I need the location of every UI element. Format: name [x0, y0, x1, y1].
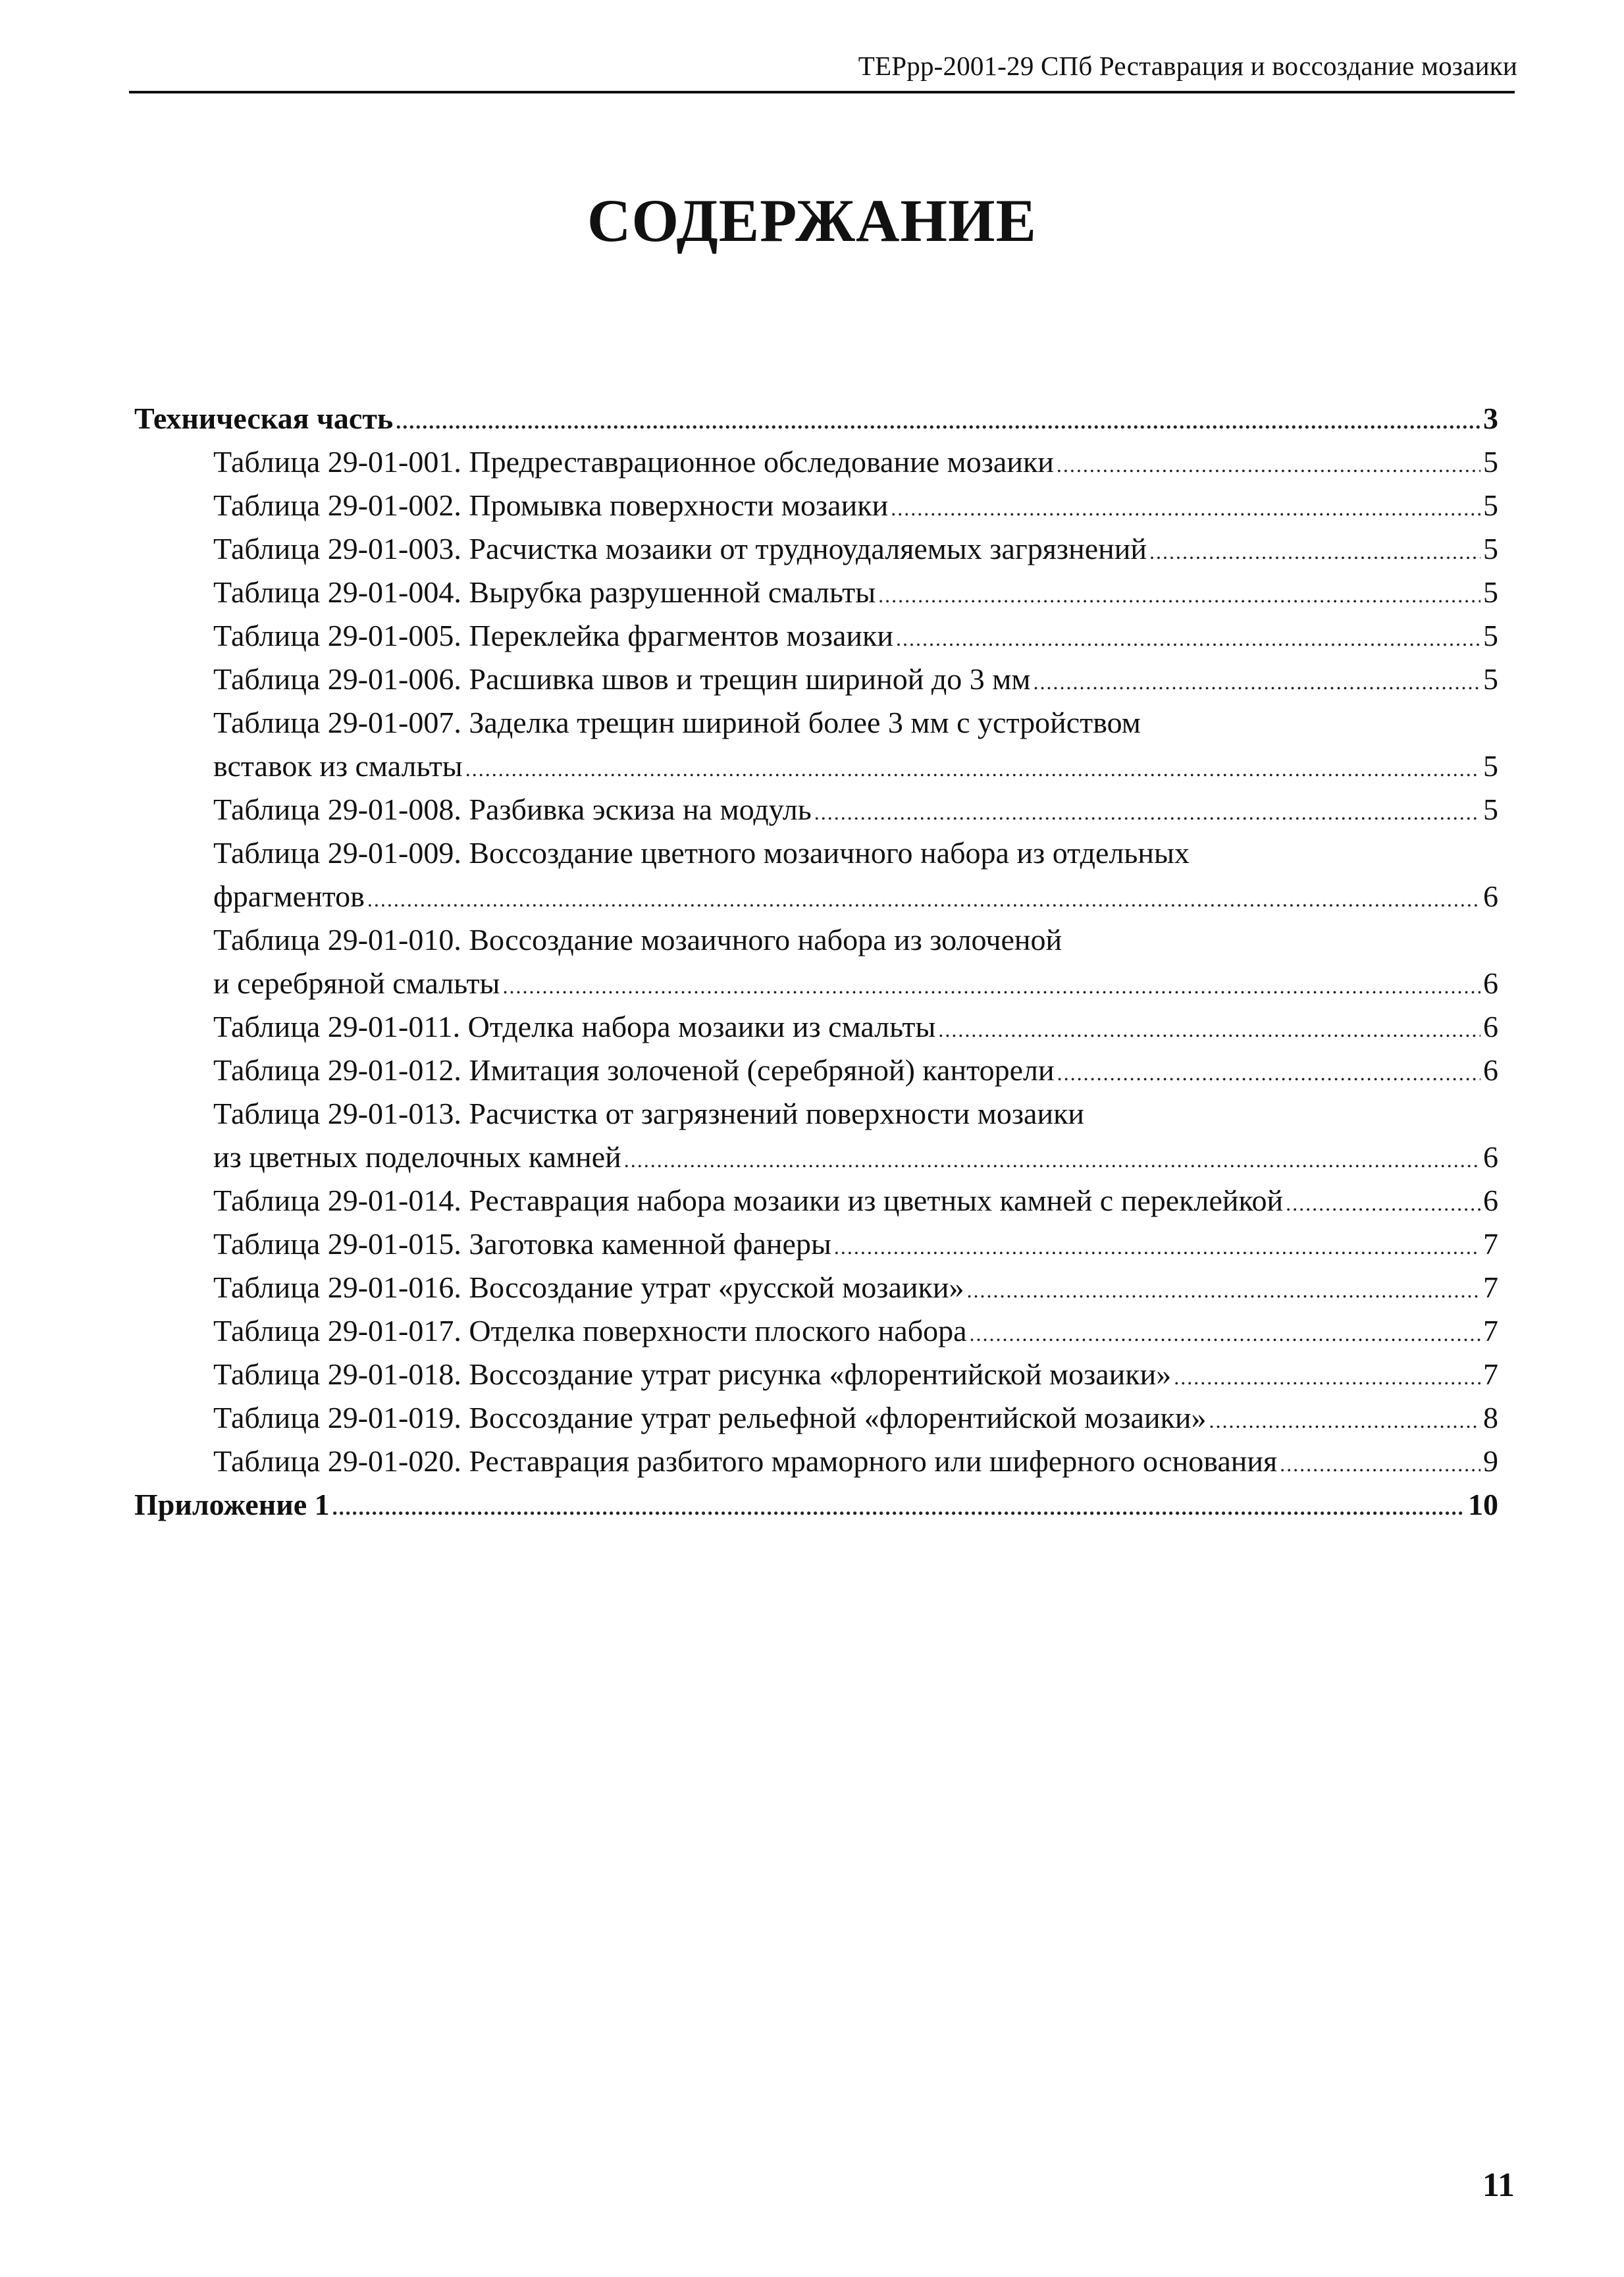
toc-entry-page: 6: [1483, 1184, 1498, 1217]
dot-leader: [966, 1269, 1480, 1312]
toc-entry-table-002[interactable]: [134, 484, 1498, 527]
toc-entry-page: 7: [1483, 1314, 1498, 1348]
toc-entry-title: Таблица 29-01-011. Отделка набора мозаики из смальты: [213, 1010, 936, 1043]
toc-entry-page: 3: [1483, 402, 1498, 435]
dot-leader: [332, 1486, 1465, 1529]
toc-entry-page: 6: [1483, 966, 1498, 1000]
dot-leader: [878, 573, 1480, 617]
toc-entry-title: Таблица 29-01-001. Предреставрационное обследование мозаики: [213, 445, 1054, 479]
toc-entry-table-017[interactable]: [134, 1309, 1498, 1353]
toc-entry-page: 5: [1483, 662, 1498, 696]
toc-entry-table-014[interactable]: [134, 1179, 1498, 1222]
dot-leader: [502, 964, 1480, 1008]
toc-entry-table-015[interactable]: [134, 1222, 1498, 1266]
header-rule: [129, 91, 1515, 93]
toc-entry-table-001[interactable]: [134, 440, 1498, 484]
dot-leader: [1034, 660, 1480, 704]
dot-leader: [1057, 443, 1480, 486]
dot-leader: [834, 1225, 1480, 1269]
toc-entry-table-007[interactable]: [134, 701, 1498, 788]
toc-entry-title: Таблица 29-01-020. Реставрация разбитого мраморного или шиферного основания: [213, 1444, 1278, 1478]
toc-entry-page: 7: [1483, 1227, 1498, 1261]
toc-entry-title: Приложение 1: [134, 1488, 330, 1521]
toc-entry-title: Таблица 29-01-017. Отделка поверхности плоского набора: [213, 1314, 967, 1348]
dot-leader: [367, 877, 1480, 921]
toc-entry-technical-part[interactable]: [134, 397, 1498, 440]
toc-entry-title: и серебряной смальты: [213, 966, 500, 1000]
dot-leader: [465, 747, 1480, 791]
dot-leader: [396, 400, 1480, 443]
toc-entry-table-011[interactable]: [134, 1005, 1498, 1049]
dot-leader: [814, 791, 1480, 834]
toc-entry-table-013[interactable]: [134, 1092, 1498, 1179]
dot-leader: [1057, 1051, 1480, 1095]
running-header: ТЕРрр-2001-29 СПб Реставрация и воссоздание мозаики: [858, 51, 1517, 81]
toc-entry-page: 6: [1483, 879, 1498, 913]
toc-entry-title: вставок из смальты: [213, 749, 463, 783]
toc-entry-title: Таблица 29-01-018. Воссоздание утрат рисунка «флорентийской мозаики»: [213, 1357, 1172, 1391]
toc-entry-title-line1: Таблица 29-01-007. Заделка трещин шириной более 3 мм с устройством: [213, 706, 1141, 739]
dot-leader: [624, 1138, 1480, 1182]
dot-leader: [1209, 1399, 1480, 1442]
toc-entry-page: 6: [1483, 1010, 1498, 1043]
toc-entry-page: 6: [1483, 1053, 1498, 1087]
toc-entry-title: Таблица 29-01-004. Вырубка разрушенной смальты: [213, 575, 876, 609]
toc-entry-title: фрагментов: [213, 879, 365, 913]
toc-entry-title: Таблица 29-01-016. Воссоздание утрат «русской мозаики»: [213, 1270, 964, 1304]
toc-entry-page: 10: [1468, 1488, 1498, 1521]
toc-entry-table-020[interactable]: [134, 1440, 1498, 1483]
toc-entry-page: 5: [1483, 488, 1498, 522]
toc-entry-page: 5: [1483, 793, 1498, 826]
toc-entry-title: Техническая часть: [134, 402, 394, 435]
dot-leader: [1280, 1442, 1480, 1486]
toc-entry-table-006[interactable]: [134, 658, 1498, 701]
toc-entry-title: из цветных поделочных камней: [213, 1140, 621, 1174]
dot-leader: [1174, 1355, 1480, 1399]
toc-entry-title: Таблица 29-01-003. Расчистка мозаики от трудноудаляемых загрязнений: [213, 532, 1147, 565]
toc-entry-title-line1: Таблица 29-01-010. Воссоздание мозаичного набора из золоченой: [213, 923, 1062, 956]
toc-entry-page: 5: [1483, 619, 1498, 652]
toc-entry-page: 7: [1483, 1357, 1498, 1391]
toc-entry-page: 8: [1483, 1401, 1498, 1434]
toc-entry-table-016[interactable]: [134, 1266, 1498, 1309]
toc-entry-title: Таблица 29-01-015. Заготовка каменной фанеры: [213, 1227, 831, 1261]
toc-entry-table-003[interactable]: [134, 527, 1498, 571]
toc-entry-title: Таблица 29-01-019. Воссоздание утрат рельефной «флорентийской мозаики»: [213, 1401, 1207, 1434]
toc-entry-title-line1: Таблица 29-01-013. Расчистка от загрязнений поверхности мозаики: [213, 1097, 1085, 1130]
toc-entry-title: Таблица 29-01-012. Имитация золоченой (серебряной) канторели: [213, 1053, 1055, 1087]
toc-entry-table-018[interactable]: [134, 1353, 1498, 1396]
toc-entry-title: Таблица 29-01-005. Переклейка фрагментов мозаики: [213, 619, 893, 652]
dot-leader: [970, 1312, 1480, 1355]
toc-entry-table-019[interactable]: [134, 1396, 1498, 1440]
page-number: 11: [1482, 2166, 1515, 2204]
dot-leader: [1286, 1182, 1480, 1225]
toc-entry-table-009[interactable]: [134, 831, 1498, 918]
toc-entry-page: 5: [1483, 532, 1498, 565]
toc-entry-table-008[interactable]: [134, 788, 1498, 831]
toc-entry-title-line1: Таблица 29-01-009. Воссоздание цветного мозаичного набора из отдельных: [213, 836, 1190, 870]
toc-entry-page: 5: [1483, 445, 1498, 479]
toc-entry-page: 5: [1483, 575, 1498, 609]
toc-entry-title: Таблица 29-01-002. Промывка поверхности мозаики: [213, 488, 889, 522]
toc-entry-title: Таблица 29-01-008. Разбивка эскиза на модуль: [213, 793, 812, 826]
toc-entry-table-010[interactable]: [134, 918, 1498, 1005]
dot-leader: [938, 1008, 1480, 1051]
toc-entry-page: 6: [1483, 1140, 1498, 1174]
toc-entry-appendix-1[interactable]: [134, 1483, 1498, 1527]
toc-entry-table-004[interactable]: [134, 571, 1498, 614]
toc-entry-title: Таблица 29-01-006. Расшивка швов и трещин шириной до 3 мм: [213, 662, 1031, 696]
table-of-contents: [134, 397, 1498, 1527]
toc-entry-page: 5: [1483, 749, 1498, 783]
dot-leader: [891, 486, 1480, 530]
toc-entry-title: Таблица 29-01-014. Реставрация набора мозаики из цветных камней с переклейкой: [213, 1184, 1284, 1217]
toc-entry-page: 9: [1483, 1444, 1498, 1478]
dot-leader: [1149, 530, 1480, 573]
toc-entry-page: 7: [1483, 1270, 1498, 1304]
toc-entry-table-005[interactable]: [134, 614, 1498, 658]
toc-entry-table-012[interactable]: [134, 1049, 1498, 1092]
dot-leader: [896, 617, 1480, 660]
page-title: СОДЕРЖАНИЕ: [587, 187, 1037, 254]
